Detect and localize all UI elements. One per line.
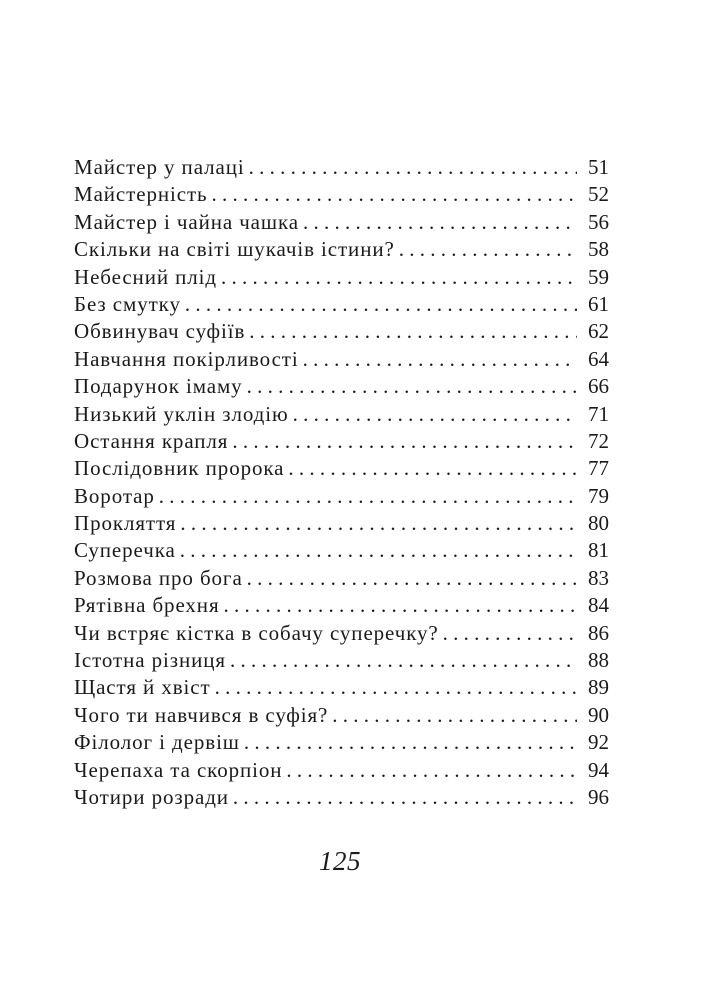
toc-entry	[74, 483, 609, 510]
toc-entry-title: Воротар	[74, 483, 155, 508]
dot-leader	[212, 181, 578, 208]
dot-leader	[233, 784, 577, 811]
toc-entry-page: 77	[588, 456, 609, 481]
toc-entry-title: Скільки на світі шукачів істини?	[74, 237, 395, 262]
toc-entry-page: 51	[588, 155, 609, 179]
toc-entry-page: 58	[588, 237, 609, 262]
toc-entry	[74, 757, 609, 784]
toc-entry-page: 79	[588, 483, 609, 508]
dot-leader	[249, 154, 577, 181]
toc-entry-title: Чотири розради	[74, 784, 229, 809]
toc-entry	[74, 565, 609, 592]
toc-entry	[74, 401, 609, 428]
toc-entry-title: Майстерність	[74, 182, 208, 207]
toc-entry-title: Низький уклін злодію	[74, 401, 289, 426]
toc-entry-page: 66	[588, 374, 609, 399]
dot-leader	[399, 236, 577, 263]
dot-leader	[232, 428, 577, 455]
toc-entry-page: 80	[588, 511, 609, 536]
toc-entry	[74, 346, 609, 373]
toc-entry	[74, 154, 609, 181]
toc-entry	[74, 291, 609, 318]
toc-entry	[74, 264, 609, 291]
dot-leader	[247, 565, 577, 592]
toc-entry	[74, 455, 609, 482]
dot-leader	[244, 729, 577, 756]
dot-leader	[180, 510, 577, 537]
toc-entry-page: 88	[588, 648, 609, 673]
dot-leader	[303, 346, 577, 373]
toc-entry-title: Без смутку	[74, 291, 181, 316]
toc-entry-title: Майстер у палаці	[74, 155, 245, 179]
dot-leader	[185, 291, 577, 318]
toc-entry	[74, 510, 609, 537]
dot-leader	[180, 537, 577, 564]
toc-entry	[74, 647, 609, 674]
dot-leader	[224, 592, 577, 619]
dot-leader	[293, 401, 577, 428]
toc-entry	[74, 784, 609, 811]
table-of-contents	[74, 154, 609, 811]
toc-entry-title: Чого ти навчився в суфія?	[74, 702, 329, 727]
toc-entry	[74, 537, 609, 564]
toc-entry-title: Черепаха та скорпіон	[74, 757, 283, 782]
toc-entry	[74, 702, 609, 729]
toc-entry-title: Навчання покірливості	[74, 346, 299, 371]
dot-leader	[249, 318, 577, 345]
toc-entry-title: Чи встряє кістка в собачу суперечку?	[74, 620, 439, 645]
toc-entry-title: Філолог і дервіш	[74, 730, 240, 755]
toc-entry	[74, 620, 609, 647]
toc-entry	[74, 318, 609, 345]
toc-entry-title: Майстер і чайна чашка	[74, 209, 299, 234]
toc-entry-title: Небесний плід	[74, 264, 217, 289]
toc-entry	[74, 181, 609, 208]
toc-entry-page: 71	[588, 401, 609, 426]
toc-entry	[74, 373, 609, 400]
dot-leader	[288, 455, 577, 482]
toc-entry-title: Щастя й хвіст	[74, 675, 211, 700]
page-number: 125	[319, 846, 361, 876]
toc-entry-page: 81	[588, 538, 609, 563]
toc-entry	[74, 209, 609, 236]
toc-entry	[74, 592, 609, 619]
dot-leader	[286, 757, 577, 784]
toc-entry-page: 92	[588, 730, 609, 755]
toc-entry-page: 83	[588, 565, 609, 590]
toc-entry-page: 72	[588, 428, 609, 453]
toc-entry-title: Послідовник пророка	[74, 456, 285, 481]
dot-leader	[159, 483, 577, 510]
toc-entry-page: 64	[588, 346, 609, 371]
toc-entry-title: Прокляття	[74, 511, 177, 536]
toc-entry	[74, 236, 609, 263]
toc-entry-page: 86	[588, 620, 609, 645]
toc-entry-page: 96	[588, 784, 609, 809]
toc-entry-title: Остання крапля	[74, 428, 229, 453]
toc-entry-page: 84	[588, 593, 609, 618]
dot-leader	[215, 674, 577, 701]
toc-entry-title: Обвинувач суфіїв	[74, 319, 246, 344]
toc-entry-page: 61	[588, 291, 609, 316]
toc-entry-page: 52	[588, 182, 609, 207]
toc-entry-title: Подарунок імаму	[74, 374, 243, 399]
toc-entry-title: Розмова про бога	[74, 565, 243, 590]
dot-leader	[332, 702, 577, 729]
toc-entry-title: Істотна різниця	[74, 648, 226, 673]
toc-entry	[74, 428, 609, 455]
toc-entry-page: 56	[588, 209, 609, 234]
dot-leader	[247, 373, 577, 400]
dot-leader	[443, 620, 577, 647]
toc-entry-page: 90	[588, 702, 609, 727]
dot-leader	[230, 647, 577, 674]
toc-entry	[74, 729, 609, 756]
toc-entry-page: 89	[588, 675, 609, 700]
dot-leader	[303, 209, 577, 236]
toc-entry	[74, 674, 609, 701]
toc-entry-page: 62	[588, 319, 609, 344]
toc-entry-title: Суперечка	[74, 538, 176, 563]
dot-leader	[221, 264, 577, 291]
toc-entry-page: 94	[588, 757, 609, 782]
toc-entry-page: 59	[588, 264, 609, 289]
toc-entry-title: Рятівна брехня	[74, 593, 220, 618]
